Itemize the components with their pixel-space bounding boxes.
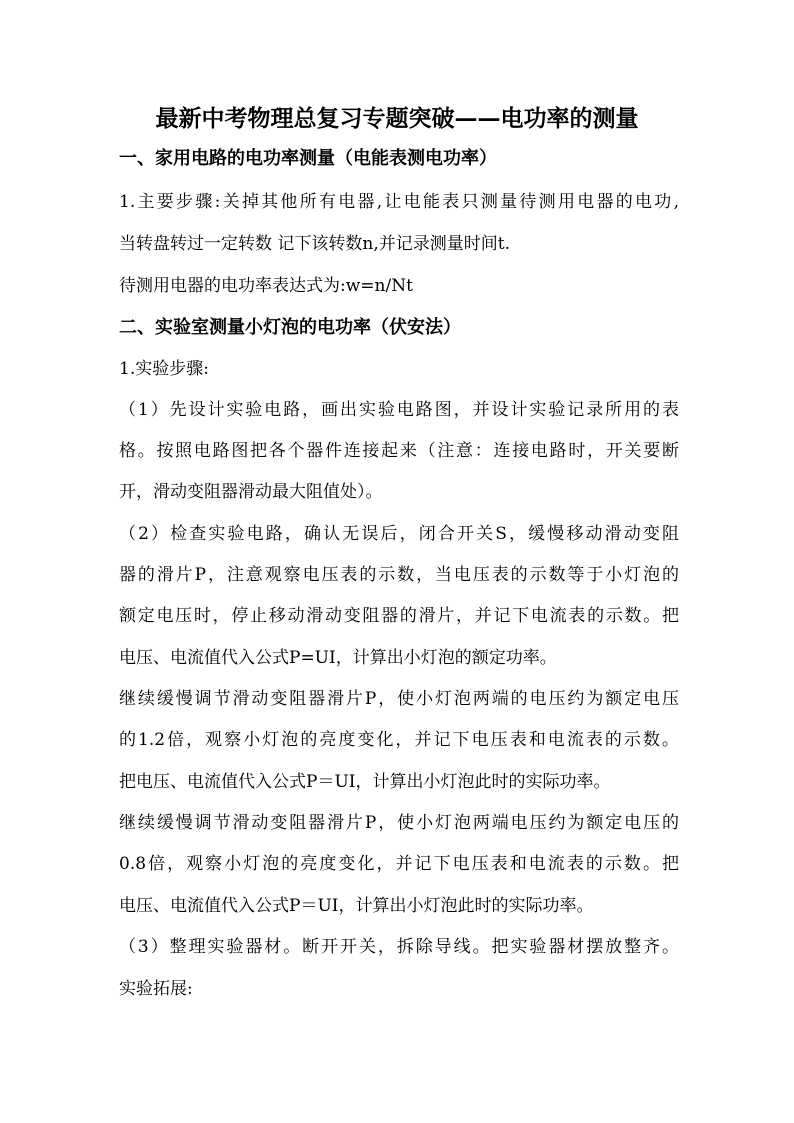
paragraph-line: （1）先设计实验电路，画出实验电路图，并设计实验记录所用的表 (119, 400, 679, 420)
paragraph-line: 电压、电流值代入公式P=UI，计算出小灯泡的额定功率。 (119, 648, 557, 668)
paragraph-line: （3）整理实验器材。断开开关，拆除导线。把实验器材摆放整齐。 (119, 937, 679, 957)
paragraph-line: 当转盘转过一定转数 记下该转数n,并记录测量时间t. (119, 234, 510, 254)
steps-label: 1.实验步骤: (119, 359, 209, 379)
paragraph-line: 的1.2倍，观察小灯泡的亮度变化，并记下电压表和电流表的示数。 (119, 730, 679, 750)
document-title: 最新中考物理总复习专题突破——电功率的测量 (155, 105, 639, 132)
paragraph-line: 格。按照电路图把各个器件连接起来（注意：连接电路时，开关要断 (119, 441, 679, 461)
paragraph-line: （2）检查实验电路，确认无误后，闭合开关S，缓慢移动滑动变阻 (119, 524, 679, 544)
paragraph-line: 开，滑动变阻器滑动最大阻值处）。 (119, 482, 383, 502)
paragraph-line: 1.主要步骤:关掉其他所有电器,让电能表只测量待测用电器的电功, (119, 192, 679, 212)
paragraph-line: 器的滑片P，注意观察电压表的示数，当电压表的示数等于小灯泡的 (119, 565, 679, 585)
section-heading-household: 一、家用电路的电功率测量（电能表测电功率） (119, 148, 497, 169)
paragraph-line: 额定电压时，停止移动滑动变阻器的滑片，并记下电流表的示数。把 (119, 606, 679, 626)
section-heading-lab: 二、实验室测量小灯泡的电功率（伏安法） (119, 317, 461, 338)
paragraph-line: 继续缓慢调节滑动变阻器滑片P，使小灯泡两端的电压约为额定电压 (119, 689, 679, 709)
paragraph-line: 0.8倍，观察小灯泡的亮度变化，并记下电压表和电流表的示数。把 (119, 854, 679, 874)
paragraph-line: 电压、电流值代入公式P＝UI，计算出小灯泡此时的实际功率。 (119, 896, 594, 916)
paragraph-line: 把电压、电流值代入公式P＝UI，计算出小灯泡此时的实际功率。 (119, 772, 611, 792)
extension-label: 实验拓展: (119, 979, 193, 999)
formula-line: 待测用电器的电功率表达式为:w=n/Nt (119, 276, 413, 296)
paragraph-line: 继续缓慢调节滑动变阻器滑片P，使小灯泡两端电压约为额定电压的 (119, 813, 679, 833)
